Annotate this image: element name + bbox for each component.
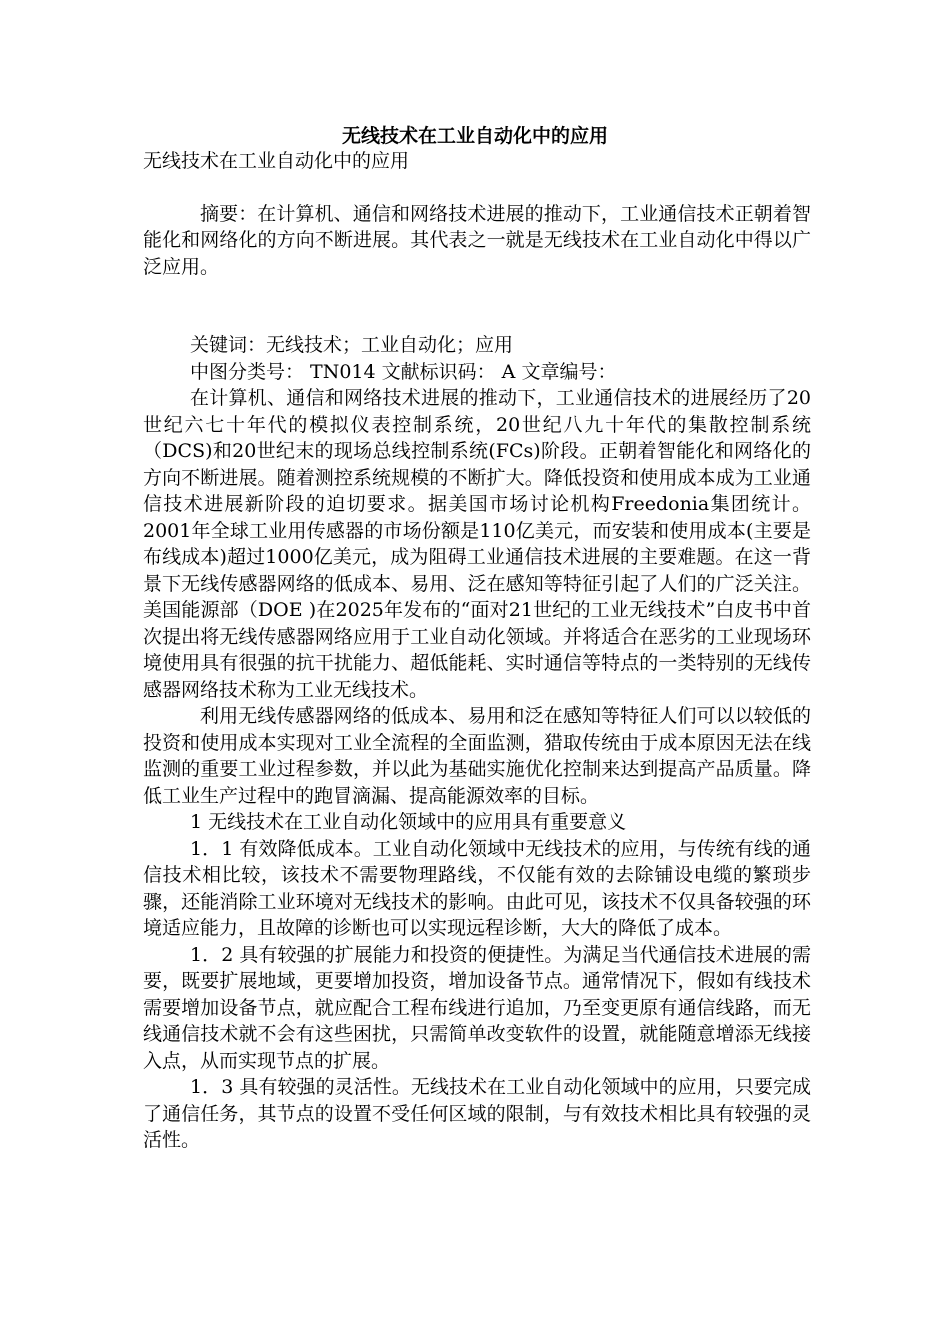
body-paragraph: 1．3 具有较强的灵活性。无线技术在工业自动化领域中的应用，只要完成了通信任务，其节点的设置不受任何区域的限制，与有效技术相比具有较强的灵活性。 [143, 1076, 811, 1151]
keywords-line: 关键词：无线技术；工业自动化；应用 [190, 334, 514, 356]
document-title: 无线技术在工业自动化中的应用 [341, 125, 608, 147]
document-subtitle: 无线技术在工业自动化中的应用 [143, 150, 410, 172]
spacer [143, 280, 811, 332]
body-paragraph: 在计算机、通信和网络技术进展的推动下，工业通信技术的进展经历了20世纪六七十年代的模拟仪表控制系统，20世纪八九十年代的集散控制系统（DCS)和20世纪末的现场总线控制系统(FCs)阶段。正朝着智能化和网络化的方向不断进展。随着测控系统规模的不断扩大。降低投资和使用成本成为工业通信技术进展新阶段的迫切要求。据美国市场讨论机构Freedonia集团统计。2001年全球工业用传感器的市场份额是110亿美元，而安装和使用成本(主要是布线成本)超过1000亿美元，成为阻碍工业通信技术进展的主要难题。在这一背景下无线传感器网络的低成本、易用、泛在感知等特征引起了人们的广泛关注。美国能源部（DOE )在2025年发布的“面对21世纪的工业无线技术”白皮书中首次提出将无线传感器网络应用于工业自动化领域。并将适合在恶劣的工业现场环境使用具有很强的抗干扰能力、超低能耗、实时通信等特点的一类特别的无线传感器网络技术称为工业无线技术。 [143, 387, 811, 701]
abstract-paragraph: 摘要：在计算机、通信和网络技术进展的推动下，工业通信技术正朝着智能化和网络化的方向不断进展。其代表之一就是无线技术在工业自动化中得以广泛应用。 [143, 202, 811, 278]
body-paragraph: 利用无线传感器网络的低成本、易用和泛在感知等特征人们可以以较低的投资和使用成本实现对工业全流程的全面监测，猎取传统由于成本原因无法在线监测的重要工业过程参数，并以此为基础实施优化控制来达到提高产品质量。降低工业生产过程中的跑冒滴漏、提高能源效率的目标。 [143, 705, 811, 807]
document-body [143, 148, 811, 1154]
spacer [143, 175, 811, 201]
body-paragraph: 1．1 有效降低成本。工业自动化领域中无线技术的应用，与传统有线的通信技术相比较，该技术不需要物理路线，不仅能有效的去除铺设电缆的繁琐步骤，还能消除工业环境对无线技术的影响。由此可见，该技术不仅具备较强的环境适应能力，且故障的诊断也可以实现远程诊断，大大的降低了成本。 [143, 837, 811, 939]
classification-line: 中图分类号： TN014 文献标识码： A 文章编号： [190, 360, 617, 383]
body-paragraph: 1．2 具有较强的扩展能力和投资的便捷性。为满足当代通信技术进展的需要，既要扩展地域，更要增加投资，增加设备节点。通常情况下，假如有线技术需要增加设备节点，就应配合工程布线进行追加，乃至变更原有通信线路，而无线通信技术就不会有这些困扰，只需简单改变软件的设置，就能随意增添无线接入点，从而实现节点的扩展。 [143, 943, 811, 1072]
section-heading: 1 无线技术在工业自动化领域中的应用具有重要意义 [190, 811, 627, 833]
